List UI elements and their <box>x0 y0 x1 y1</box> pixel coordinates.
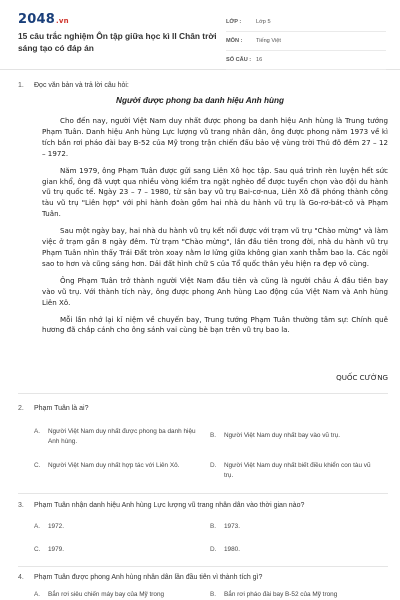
option-d[interactable] <box>210 545 380 555</box>
logo-text: 2048 <box>18 12 55 27</box>
meta-label: MÔN : <box>226 38 243 44</box>
option-letter: C. <box>34 546 41 553</box>
option-b[interactable] <box>210 431 380 441</box>
option-a[interactable] <box>34 590 204 600</box>
option-b[interactable] <box>210 590 380 600</box>
option-text: Bắn rơi pháo đài bay B-52 của Mỹ trong <box>224 591 338 598</box>
meta-table <box>226 13 386 70</box>
option-b[interactable] <box>210 522 380 532</box>
option-a[interactable] <box>34 427 204 446</box>
question-number: 3. <box>18 502 24 509</box>
option-text: 1979. <box>48 546 64 553</box>
option-letter: B. <box>210 432 217 439</box>
option-letter: D. <box>210 462 217 469</box>
meta-value: 16 <box>256 57 263 63</box>
meta-row-subject <box>226 32 386 51</box>
meta-value: Lớp 5 <box>256 19 271 25</box>
question-number: 2. <box>18 405 24 412</box>
option-letter: A. <box>34 523 41 530</box>
question-prompt: Phạm Tuân nhận danh hiệu Anh hùng Lực lượng vũ trang nhân dân vào thời gian nào? <box>34 502 305 509</box>
option-letter: D. <box>210 546 217 553</box>
question-number: 4. <box>18 574 24 581</box>
meta-row-count <box>226 51 386 70</box>
passage-paragraph: Sau một ngày bay, hai nhà du hành vũ trụ kết nối được với trạm vũ trụ "Chào mừng" và làm việc ở trạm gần 8 ngày đêm. Từ trạm "Chào mừng", lần đầu tiên trong đời, nhà du hành vũ trụ Phạm Tuân nhìn thấy Trái Đất tròn xoay nằm lơ lửng giữa không gian xanh thẫm bao la. Các ngôi sao to hơn và cũng sáng hơn. Dải đất hình chữ S của Tổ quốc thân yêu hiện ra đẹp vô cùng. <box>42 226 388 268</box>
passage-paragraph: Ông Phạm Tuân trở thành người Việt Nam đầu tiên và cũng là người châu Á đầu tiên bay vào vũ trụ. Với thành tích này, ông được phong Anh hùng Lao động của Việt Nam và Anh hùng Liên Xô. <box>42 275 388 307</box>
option-text: 1980. <box>224 546 240 553</box>
passage-author: QUỐC CƯỜNG <box>336 373 388 382</box>
option-letter: C. <box>34 462 41 469</box>
answer-options <box>34 427 384 487</box>
option-c[interactable] <box>34 545 204 555</box>
page-header <box>0 0 400 70</box>
option-text: 1972. <box>48 523 64 530</box>
option-c[interactable] <box>34 461 204 471</box>
option-a[interactable] <box>34 522 204 532</box>
divider <box>18 566 388 567</box>
option-letter: B. <box>210 591 217 598</box>
option-text: Người Việt Nam duy nhất biết điều khiển con tàu vũ trụ. <box>224 462 371 479</box>
passage-paragraph: Năm 1979, ông Phạm Tuân được gửi sang Liên Xô học tập. Sau quá trình rèn luyện hết sức gian khổ, ông đã vượt qua nhiều vòng kiểm tra ngặt nghèo để được tuyển chọn vào đội du hành vũ trụ quốc tế. Ngày 23 – 7 – 1980, từ sân bay vũ trụ Bai-cơ-nua, Liên Xô đã phóng thành công tàu vũ trụ "Liên hợp" với phi hành đoàn gồm hai nhà du hành vũ trụ là Go-rơ-bát-cô và Phạm Tuân. <box>42 165 388 219</box>
document-title: 15 câu trắc nghiệm Ôn tập giữa học kì II Chân trời sáng tạo có đáp án <box>18 31 217 53</box>
meta-label: LỚP : <box>226 19 242 25</box>
question-prompt: Đọc văn bản và trả lời câu hỏi: <box>34 82 129 89</box>
answer-options <box>34 522 384 562</box>
question-number: 1. <box>18 82 24 89</box>
passage-title: Người được phong ba danh hiệu Anh hùng <box>116 96 284 105</box>
passage-paragraph: Mỗi lần nhớ lại kỉ niệm về chuyến bay, Trung tướng Phạm Tuân thường tâm sự: Chính quê hương đã chắp cánh cho ông sánh vai cùng bè bạn trên vũ trụ bao la. <box>42 314 388 335</box>
option-letter: A. <box>34 591 41 598</box>
passage-paragraph: Cho đến nay, người Việt Nam duy nhất được phong ba danh hiệu Anh hùng là Trung tướng Phạm Tuân. Danh hiệu Anh hùng Lực lượng vũ trang nhân dân, ông được phong năm 1973 về kì tích bắn rơi pháo đài bay B-52 của Mỹ trong trận chiến đấu bảo vệ vùng trời Thủ đô đêm 27 – 12 – 1972. <box>42 116 388 158</box>
meta-label: SỐ CÂU : <box>226 57 252 63</box>
reading-passage <box>42 116 388 342</box>
option-text: Người Việt Nam duy nhất hợp tác với Liên Xô. <box>48 462 180 469</box>
option-text: Người Việt Nam duy nhất bay vào vũ trụ. <box>224 432 340 439</box>
option-text: 1973. <box>224 523 240 530</box>
question-prompt: Phạm Tuân là ai? <box>34 405 89 412</box>
option-letter: A. <box>34 428 41 435</box>
option-text: Bắn rơi siêu chiến máy bay của Mỹ trong <box>48 591 165 598</box>
site-logo[interactable] <box>18 12 69 27</box>
divider <box>18 393 388 394</box>
divider <box>18 493 388 494</box>
option-letter: B. <box>210 523 217 530</box>
logo-suffix: .vn <box>55 17 69 25</box>
option-text: Người Việt Nam duy nhất được phong ba danh hiệu Anh hùng. <box>48 428 196 445</box>
option-d[interactable] <box>210 461 380 480</box>
meta-row-class <box>226 13 386 32</box>
meta-value: Tiếng Việt <box>256 38 281 44</box>
question-prompt: Phạm Tuân được phong Anh hùng nhân dân lần đầu tiên vì thành tích gì? <box>34 574 263 581</box>
answer-options <box>34 590 384 600</box>
